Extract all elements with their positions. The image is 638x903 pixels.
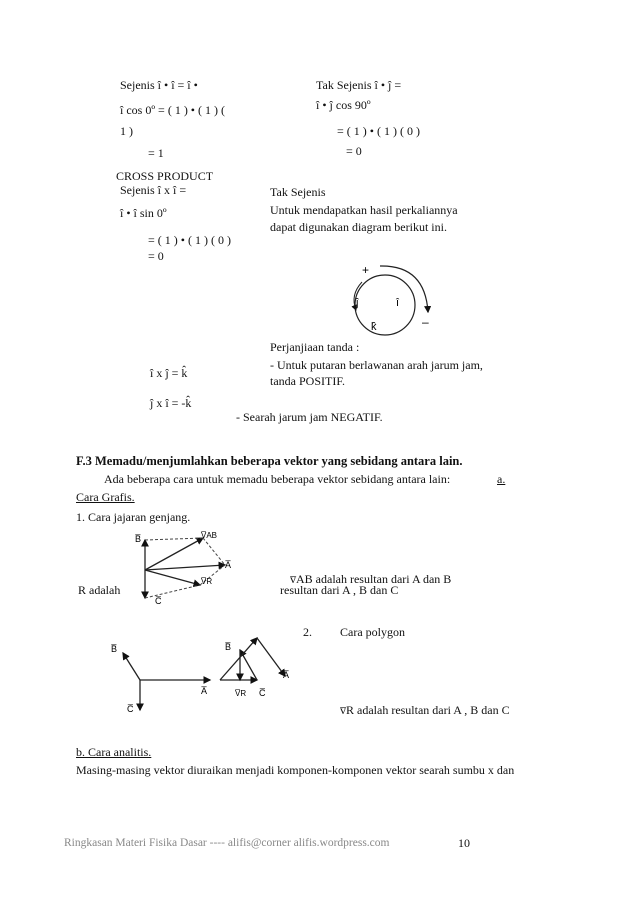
polygon-figure [95,638,315,716]
rule-2: - Searah jarum jam NEGATIF. [236,410,383,424]
dot-tak-line4: = 0 [346,144,362,158]
analitis-description: Masing-masing vektor diuraikan menjadi komponen-komponen vektor searah sumbu x dan [76,763,515,777]
cw-arrow [380,266,428,312]
page-number: 10 [458,836,470,850]
section-intro: Ada beberapa cara untuk memadu beberapa vektor sebidang antara lain: [104,472,451,486]
vector-vr-line [145,570,200,585]
poly2-label-a: A̅ [283,670,290,680]
polygon-number: 2. [303,625,312,639]
poly-label-a: A̅ [201,686,208,696]
diagram-label-i: î [396,297,400,309]
dot-tak-line3: = ( 1 ) • ( 1 ) ( 0 ) [337,124,420,138]
label-c: C̅ [155,596,162,606]
vector-vab-line [145,538,203,570]
poly2-label-c: C̅ [259,688,266,698]
vector-a-line [145,565,225,570]
parallelogram-figure [125,530,245,610]
dash-3 [145,585,200,598]
cross-sejenis-line1: Sejenis î x î = [120,183,187,197]
cara-jajaran: 1. Cara jajaran genjang. [76,510,191,524]
label-b: B̅ [135,534,142,544]
cross-heading: CROSS PRODUCT [116,169,214,183]
cross-sejenis-line2: î • î sin 0º [120,206,167,220]
rotation-circle [355,275,415,335]
poly2-a2-line [257,638,285,676]
section-intro-a: a. [497,472,506,486]
cross-eq2: ĵ x î = -k̂ [150,396,192,410]
plus-sign: + [362,263,370,277]
polygon-label: Cara polygon [340,625,405,639]
r-adalah: R adalah [78,583,121,597]
r-description: resultan dari A , B dan C [280,583,399,597]
diagram-label-j: ĵ [356,297,359,309]
poly2-label-vr: V̅R [235,689,247,698]
minus-sign: – [422,315,429,329]
cross-tak-desc1: Untuk mendapatkan hasil perkaliannya [270,203,458,217]
poly-b-line [123,653,140,680]
poly-label-c: C̅ [127,704,134,714]
poly-label-b: B̅ [111,644,118,654]
cara-analitis: b. Cara analitis. [76,745,152,759]
label-a: A̅ [225,560,232,570]
footer-source: Ringkasan Materi Fisika Dasar ---- alifis@corner alifis.wordpress.com [64,837,390,849]
dot-sejenis-line3: 1 ) [120,124,133,138]
cross-sejenis-line4: = 0 [148,249,164,263]
dot-tak-line1: Tak Sejenis î • ĵ = [316,78,402,92]
rule-1b: tanda POSITIF. [270,374,346,388]
diagram-label-k: k̂ [371,321,377,333]
rule-1a: - Untuk putaran berlawanan arah jarum jam, [270,358,483,372]
rotation-diagram [340,260,440,340]
label-vab: V̅AB [201,531,218,540]
cross-sejenis-line3: = ( 1 ) • ( 1 ) ( 0 ) [148,233,231,247]
vab-description: v̅AB adalah resultan dari A dan B [290,572,452,586]
dot-sejenis-line1: Sejenis î • î = î • [120,78,198,92]
cross-eq1: î x ĵ = k̂ [150,366,188,380]
rule-title: Perjanjiaan tanda : [270,340,360,354]
dot-sejenis-line4: = 1 [148,146,164,160]
cara-grafis: Cara Grafis. [76,490,135,504]
dot-tak-line2: î • ĵ cos 90º [316,98,371,112]
polygon-description: v̅R adalah resultan dari A , B dan C [340,703,510,717]
dash-2 [203,538,225,565]
section-heading: F.3 Memadu/menjumlahkan beberapa vektor yang sebidang antara lain. [76,454,463,468]
cross-tak-desc2: dapat digunakan diagram berikut ini. [270,220,447,234]
dash-1 [145,538,203,540]
dot-sejenis-line2: î cos 0º = ( 1 ) • ( 1 ) ( [120,103,225,117]
cross-tak-title: Tak Sejenis [270,185,326,199]
label-vr: V̅R [201,577,213,586]
poly2-label-b: B̅ [225,642,232,652]
